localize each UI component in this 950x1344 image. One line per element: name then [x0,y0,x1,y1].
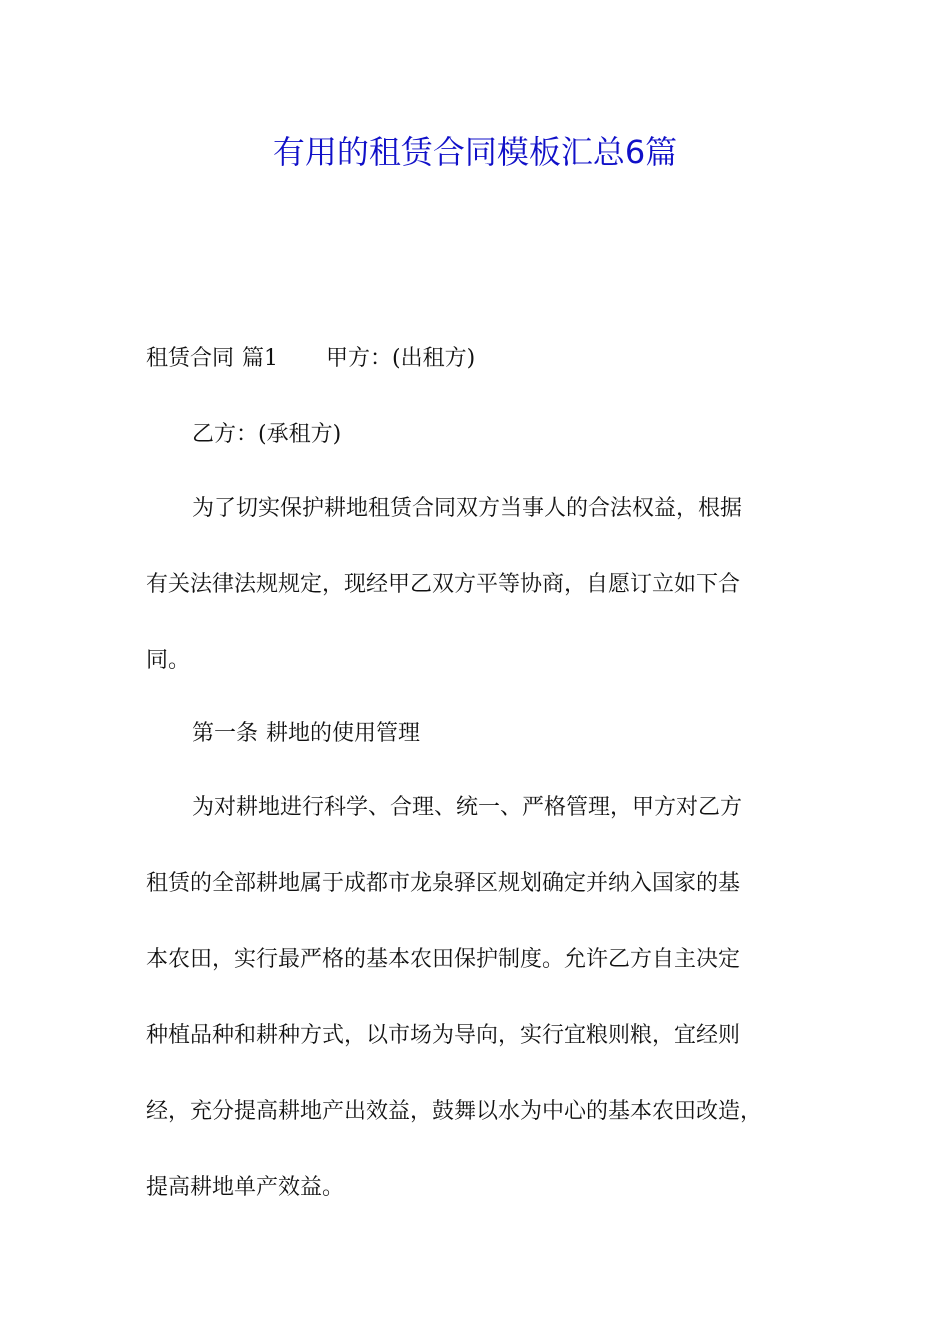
party-a-label: 甲方：(出租方) [326,346,476,371]
article-number: 第一条 [192,721,259,746]
article-line: 为对耕地进行科学、合理、统一、严格管理，甲方对乙方 [192,795,743,820]
article-line: 种植品种和耕种方式，以市场为导向，实行宜粮则粮，宜经则 [146,1023,741,1048]
article-line: 本农田，实行最严格的基本农田保护制度。允许乙方自主决定 [146,947,741,972]
article-line: 提高耕地单产效益。 [146,1175,345,1200]
intro-line: 为了切实保护耕地租赁合同双方当事人的合法权益，根据 [192,496,743,521]
article-line: 经，充分提高耕地产出效益，鼓舞以水为中心的基本农田改造， [146,1099,763,1124]
party-b-label: 乙方：(承租方) [192,422,342,447]
article-1-heading [192,716,852,752]
article-title: 耕地的使用管理 [266,721,421,746]
document-title: 有用的租赁合同模板汇总6篇 [272,133,678,171]
intro-line: 同。 [146,648,191,673]
intro-line: 有关法律法规规定，现经甲乙双方平等协商，自愿订立如下合 [146,572,741,597]
part-label: 篇1 [242,346,279,371]
contract-heading-line [146,341,806,377]
article-1-body [146,790,806,1206]
article-line: 租赁的全部耕地属于成都市龙泉驿区规划确定并纳入国家的基 [146,871,741,896]
intro-paragraph [146,491,806,679]
section-label: 租赁合同 [146,346,235,371]
